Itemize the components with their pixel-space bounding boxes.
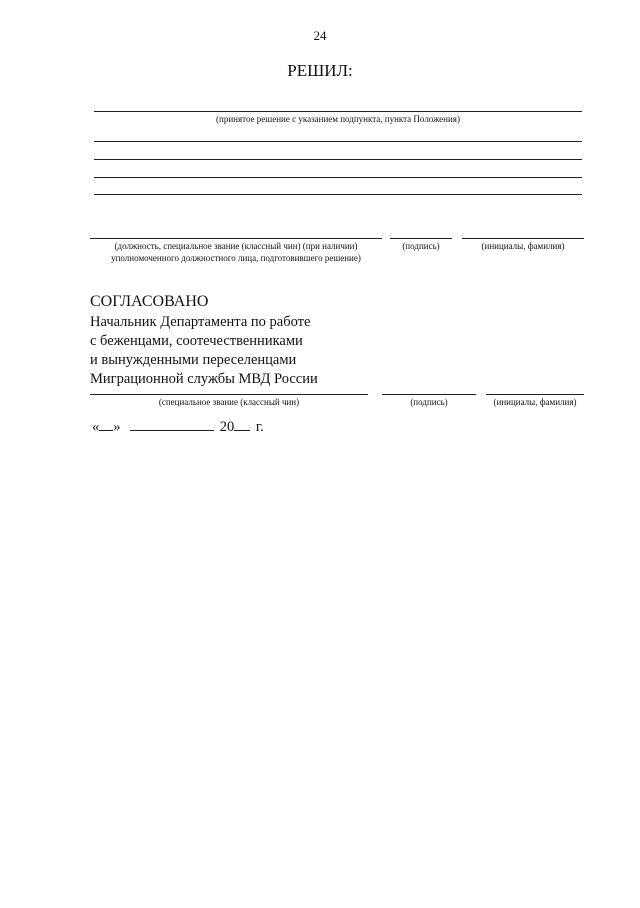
- date-year-blank: [234, 418, 250, 431]
- decision-caption: (принятое решение с указанием подпункта, пункта Положения): [216, 114, 460, 124]
- decision-line-3: [94, 159, 582, 160]
- approval-name-line: [486, 394, 584, 395]
- preparer-name-caption: (инициалы, фамилия): [481, 241, 565, 251]
- approval-line-2: с беженцами, соотечественниками: [90, 333, 303, 349]
- approval-official: [90, 313, 318, 389]
- preparer-signature-caption: (подпись): [402, 241, 440, 251]
- approval-line-3: и вынужденными переселенцами: [90, 352, 297, 368]
- date-field: [92, 418, 264, 436]
- decision-line-2: [94, 141, 582, 142]
- date-year-prefix: 20: [219, 419, 235, 435]
- approval-name-caption: (инициалы, фамилия): [493, 397, 577, 407]
- approval-rank-caption: (специальное звание (классный чин): [158, 397, 300, 407]
- approval-rank-line: [90, 394, 368, 395]
- date-day-blank: [99, 418, 113, 431]
- approval-signature-caption: (подпись): [410, 397, 448, 407]
- preparer-position-caption-1: (должность, специальное звание (классный чин) (при наличии): [114, 241, 358, 251]
- preparer-name-line: [462, 238, 584, 239]
- decision-line-1: [94, 111, 582, 112]
- approval-signature-line: [382, 394, 476, 395]
- approval-line-4: Миграционной службы МВД России: [90, 371, 318, 387]
- approval-title: СОГЛАСОВАНО: [90, 293, 209, 310]
- date-year-suffix: г.: [255, 419, 264, 435]
- preparer-position-caption-2: уполномоченного должностного лица, подготовившего решение): [111, 253, 361, 263]
- decision-line-4: [94, 177, 582, 178]
- date-close-quote: »: [113, 419, 121, 435]
- page-number: 24: [313, 28, 327, 43]
- preparer-position-line: [90, 238, 382, 239]
- preparer-signature-line: [390, 238, 452, 239]
- decision-line-5: [94, 194, 582, 195]
- approval-line-1: Начальник Департамента по работе: [90, 314, 311, 330]
- date-open-quote: «: [92, 419, 100, 435]
- date-month-blank: [130, 418, 214, 431]
- heading: РЕШИЛ:: [287, 61, 353, 80]
